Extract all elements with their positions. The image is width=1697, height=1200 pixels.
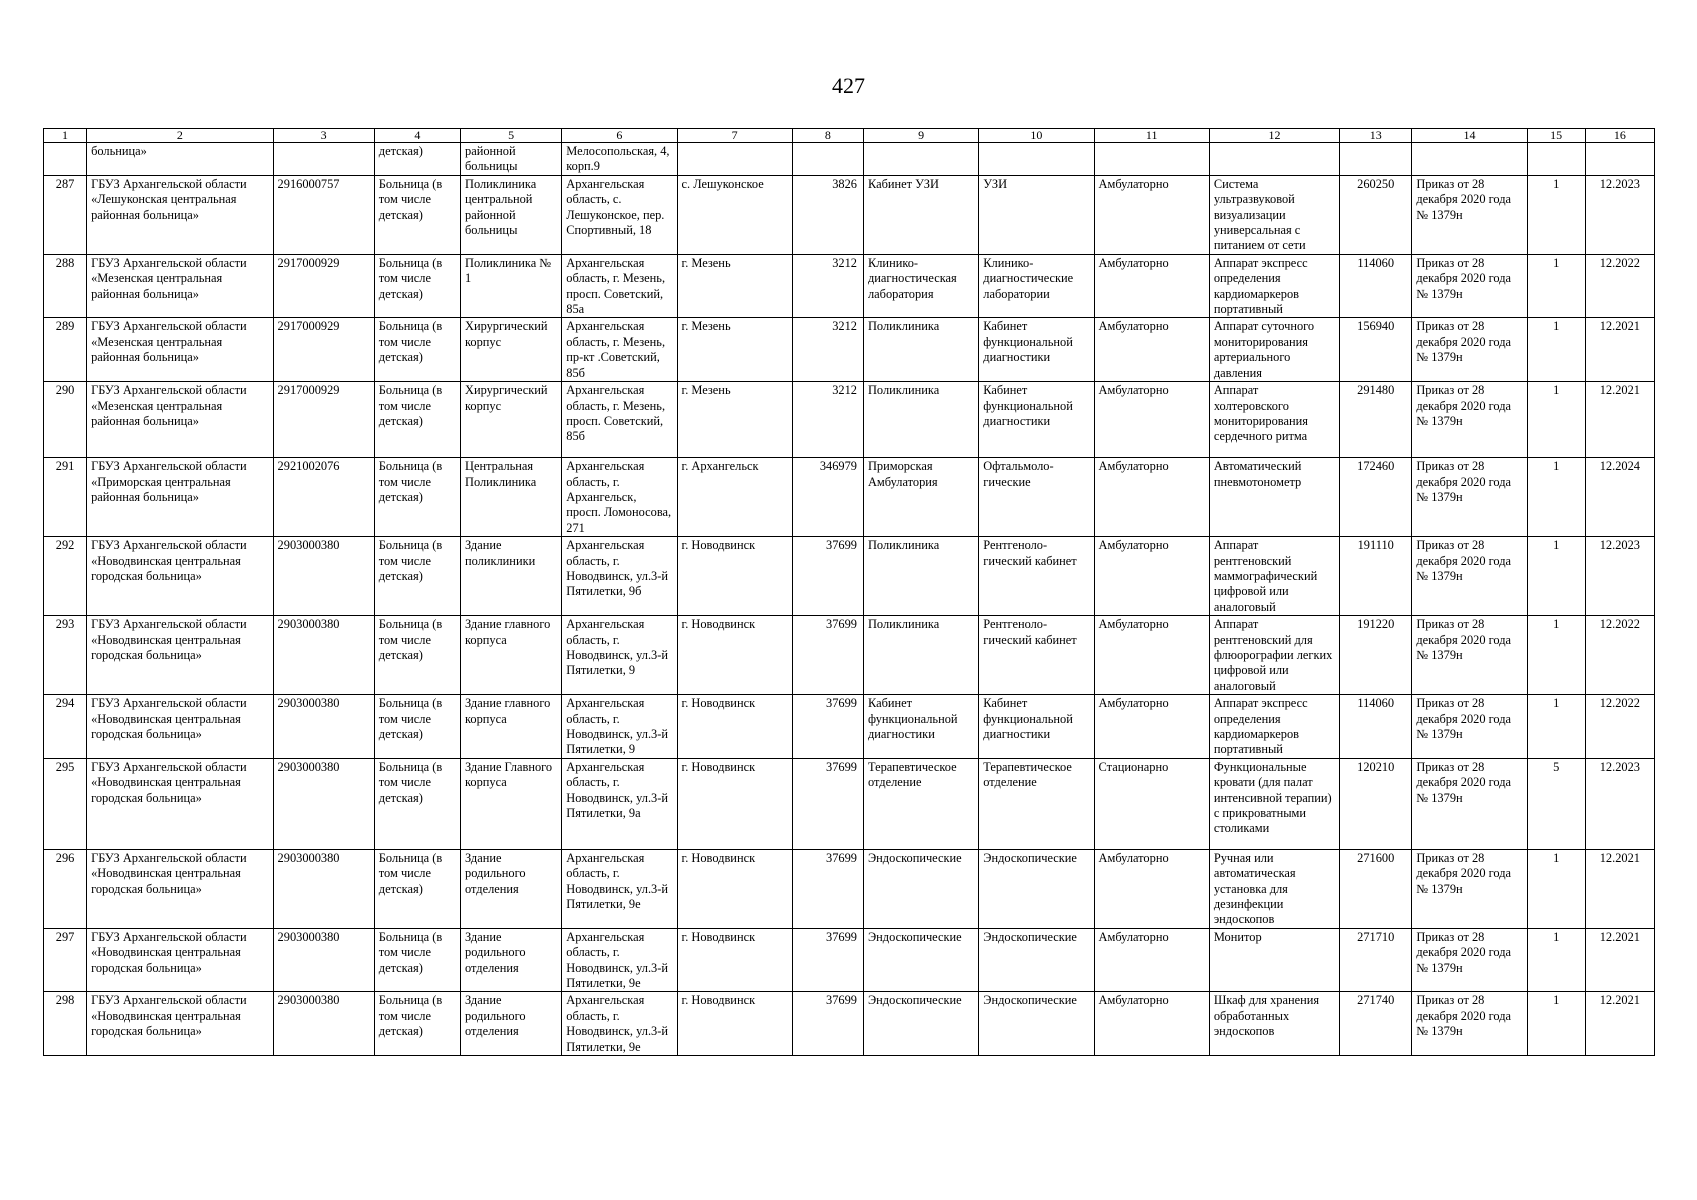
organization-cell: ГБУЗ Архангельской области «Приморская центральная районная больница» [87, 458, 273, 537]
column-number-header: 7 [677, 129, 792, 143]
date-cell [1585, 143, 1654, 176]
equipment-code-cell: 156940 [1340, 318, 1412, 382]
oktmo-cell: 37699 [792, 849, 863, 928]
locality-cell: г. Новодвинск [677, 849, 792, 928]
address-cell: Архангельская область, г. Новодвинск, ул.3-й Пятилетки, 9а [562, 758, 677, 849]
organization-cell: ГБУЗ Архангельской области «Новодвинская центральная городская больница» [87, 758, 273, 849]
profile-cell: Кабинет функциональной диагностики [979, 318, 1094, 382]
row-number-cell: 298 [44, 992, 87, 1056]
page-number: 427 [832, 73, 865, 98]
column-number-header: 13 [1340, 129, 1412, 143]
inn-cell: 2921002076 [273, 458, 374, 537]
building-cell: Поликлиника центральной районной больницы [461, 175, 562, 254]
unit-cell: Кабинет УЗИ [863, 175, 978, 254]
address-cell: Архангельская область, г. Новодвинск, ул.3-й Пятилетки, 9е [562, 992, 677, 1056]
unit-cell: Клинико-диагностическая лаборатория [863, 254, 978, 318]
quantity-cell: 1 [1527, 537, 1585, 616]
row-number-cell: 291 [44, 458, 87, 537]
column-number-header: 10 [979, 129, 1094, 143]
equipment-cell: Аппарат рентгеновский маммографический цифровой или аналоговый [1209, 537, 1339, 616]
organization-cell: ГБУЗ Архангельской области «Новодвинская центральная городская больница» [87, 616, 273, 695]
equipment-code-cell: 291480 [1340, 382, 1412, 458]
care-type-cell: Амбулаторно [1094, 175, 1209, 254]
care-type-cell: Амбулаторно [1094, 616, 1209, 695]
facility-type-cell: Больница (в том числе детская) [374, 992, 460, 1056]
row-number-cell [44, 143, 87, 176]
order-cell: Приказ от 28 декабря 2020 года № 1379н [1412, 458, 1527, 537]
facility-type-cell: Больница (в том числе детская) [374, 616, 460, 695]
oktmo-cell: 37699 [792, 758, 863, 849]
locality-cell: г. Новодвинск [677, 992, 792, 1056]
column-number-header: 3 [273, 129, 374, 143]
equipment-cell [1209, 143, 1339, 176]
column-number-header: 12 [1209, 129, 1339, 143]
table-row [44, 318, 1655, 382]
table-row [44, 992, 1655, 1056]
locality-cell: г. Новодвинск [677, 616, 792, 695]
equipment-code-cell: 172460 [1340, 458, 1412, 537]
profile-cell: Кабинет функциональной диагностики [979, 382, 1094, 458]
facility-type-cell: Больница (в том числе детская) [374, 175, 460, 254]
address-cell: Архангельская область, г. Мезень, пр-кт .Советский, 85б [562, 318, 677, 382]
organization-cell: ГБУЗ Архангельской области «Мезенская центральная районная больница» [87, 254, 273, 318]
inn-cell: 2917000929 [273, 382, 374, 458]
address-cell: Архангельская область, с. Лешуконское, пер. Спортивный, 18 [562, 175, 677, 254]
equipment-cell: Автоматический пневмотонометр [1209, 458, 1339, 537]
equipment-cell: Функциональные кровати (для палат интенсивной терапии) с прикроватными столиками [1209, 758, 1339, 849]
equipment-cell: Аппарат суточного мониторирования артериального давления [1209, 318, 1339, 382]
care-type-cell: Амбулаторно [1094, 928, 1209, 992]
quantity-cell: 1 [1527, 992, 1585, 1056]
row-number-cell: 292 [44, 537, 87, 616]
facility-type-cell: Больница (в том числе детская) [374, 928, 460, 992]
equipment-cell: Система ультразвуковой визуализации универсальная с питанием от сети [1209, 175, 1339, 254]
order-cell: Приказ от 28 декабря 2020 года № 1379н [1412, 537, 1527, 616]
care-type-cell: Амбулаторно [1094, 458, 1209, 537]
building-cell: Здание родильного отделения [461, 928, 562, 992]
column-number-header: 8 [792, 129, 863, 143]
equipment-code-cell: 260250 [1340, 175, 1412, 254]
profile-cell: Рентгеноло-гический кабинет [979, 537, 1094, 616]
care-type-cell: Амбулаторно [1094, 382, 1209, 458]
column-number-header: 5 [461, 129, 562, 143]
building-cell: Здание главного корпуса [461, 616, 562, 695]
row-number-cell: 296 [44, 849, 87, 928]
column-number-row [44, 129, 1655, 143]
equipment-code-cell: 191220 [1340, 616, 1412, 695]
order-cell: Приказ от 28 декабря 2020 года № 1379н [1412, 616, 1527, 695]
date-cell: 12.2022 [1585, 254, 1654, 318]
locality-cell: г. Новодвинск [677, 695, 792, 759]
profile-cell: Клинико-диагностические лаборатории [979, 254, 1094, 318]
column-number-header: 9 [863, 129, 978, 143]
oktmo-cell: 346979 [792, 458, 863, 537]
building-cell: Поликлиника № 1 [461, 254, 562, 318]
oktmo-cell: 37699 [792, 992, 863, 1056]
column-number-header: 1 [44, 129, 87, 143]
date-cell: 12.2023 [1585, 175, 1654, 254]
address-cell: Архангельская область, г. Мезень, просп. Советский, 85а [562, 254, 677, 318]
locality-cell: г. Новодвинск [677, 537, 792, 616]
equipment-cell: Аппарат экспресс определения кардиомаркеров портативный [1209, 254, 1339, 318]
table-row [44, 175, 1655, 254]
oktmo-cell: 37699 [792, 695, 863, 759]
quantity-cell: 1 [1527, 175, 1585, 254]
table-row [44, 537, 1655, 616]
building-cell: Центральная Поликлиника [461, 458, 562, 537]
facility-type-cell: Больница (в том числе детская) [374, 458, 460, 537]
inn-cell: 2903000380 [273, 928, 374, 992]
facility-type-cell: Больница (в том числе детская) [374, 849, 460, 928]
care-type-cell: Амбулаторно [1094, 318, 1209, 382]
table-row [44, 382, 1655, 458]
table-row [44, 458, 1655, 537]
equipment-code-cell: 114060 [1340, 695, 1412, 759]
quantity-cell [1527, 143, 1585, 176]
building-cell: Здание поликлиники [461, 537, 562, 616]
table-row [44, 758, 1655, 849]
profile-cell: Эндоскопические [979, 849, 1094, 928]
building-cell: Здание родильного отделения [461, 992, 562, 1056]
table-row [44, 695, 1655, 759]
row-number-cell: 297 [44, 928, 87, 992]
order-cell: Приказ от 28 декабря 2020 года № 1379н [1412, 382, 1527, 458]
oktmo-cell: 3826 [792, 175, 863, 254]
column-number-header: 15 [1527, 129, 1585, 143]
quantity-cell: 1 [1527, 458, 1585, 537]
equipment-cell: Монитор [1209, 928, 1339, 992]
order-cell [1412, 143, 1527, 176]
order-cell: Приказ от 28 декабря 2020 года № 1379н [1412, 758, 1527, 849]
inn-cell: 2917000929 [273, 318, 374, 382]
equipment-code-cell: 271740 [1340, 992, 1412, 1056]
locality-cell [677, 143, 792, 176]
address-cell: Архангельская область, г. Новодвинск, ул.3-й Пятилетки, 9 [562, 616, 677, 695]
table-row [44, 254, 1655, 318]
address-cell: Архангельская область, г. Архангельск, просп. Ломоносова, 271 [562, 458, 677, 537]
address-cell: Архангельская область, г. Мезень, просп. Советский, 85б [562, 382, 677, 458]
profile-cell: Офтальмоло-гические [979, 458, 1094, 537]
date-cell: 12.2022 [1585, 616, 1654, 695]
profile-cell: Рентгеноло-гический кабинет [979, 616, 1094, 695]
oktmo-cell: 3212 [792, 254, 863, 318]
unit-cell: Поликлиника [863, 537, 978, 616]
locality-cell: г. Мезень [677, 382, 792, 458]
row-number-cell: 295 [44, 758, 87, 849]
equipment-code-cell: 271710 [1340, 928, 1412, 992]
date-cell: 12.2021 [1585, 382, 1654, 458]
order-cell: Приказ от 28 декабря 2020 года № 1379н [1412, 318, 1527, 382]
row-number-cell: 294 [44, 695, 87, 759]
profile-cell: УЗИ [979, 175, 1094, 254]
order-cell: Приказ от 28 декабря 2020 года № 1379н [1412, 695, 1527, 759]
care-type-cell: Амбулаторно [1094, 992, 1209, 1056]
facility-type-cell: Больница (в том числе детская) [374, 695, 460, 759]
unit-cell: Терапевтическое отделение [863, 758, 978, 849]
care-type-cell: Стационарно [1094, 758, 1209, 849]
unit-cell: Эндоскопические [863, 849, 978, 928]
organization-cell: ГБУЗ Архангельской области «Новодвинская центральная городская больница» [87, 537, 273, 616]
row-number-cell: 287 [44, 175, 87, 254]
inn-cell: 2916000757 [273, 175, 374, 254]
locality-cell: с. Лешуконское [677, 175, 792, 254]
facility-type-cell: Больница (в том числе детская) [374, 318, 460, 382]
locality-cell: г. Мезень [677, 318, 792, 382]
organization-cell: ГБУЗ Архангельской области «Мезенская центральная районная больница» [87, 318, 273, 382]
date-cell: 12.2021 [1585, 992, 1654, 1056]
order-cell: Приказ от 28 декабря 2020 года № 1379н [1412, 928, 1527, 992]
equipment-cell: Ручная или автоматическая установка для дезинфекции эндоскопов [1209, 849, 1339, 928]
row-number-cell: 289 [44, 318, 87, 382]
care-type-cell: Амбулаторно [1094, 695, 1209, 759]
order-cell: Приказ от 28 декабря 2020 года № 1379н [1412, 175, 1527, 254]
organization-cell: ГБУЗ Архангельской области «Лешуконская центральная районная больница» [87, 175, 273, 254]
inn-cell: 2903000380 [273, 758, 374, 849]
order-cell: Приказ от 28 декабря 2020 года № 1379н [1412, 254, 1527, 318]
profile-cell [979, 143, 1094, 176]
quantity-cell: 1 [1527, 849, 1585, 928]
facility-type-cell: Больница (в том числе детская) [374, 758, 460, 849]
unit-cell: Поликлиника [863, 382, 978, 458]
care-type-cell: Амбулаторно [1094, 537, 1209, 616]
oktmo-cell: 37699 [792, 616, 863, 695]
inn-cell: 2903000380 [273, 616, 374, 695]
building-cell: Здание родильного отделения [461, 849, 562, 928]
equipment-table [43, 128, 1655, 1056]
oktmo-cell: 3212 [792, 382, 863, 458]
organization-cell: больница» [87, 143, 273, 176]
equipment-cell: Аппарат рентгеновский для флюорографии легких цифровой или аналоговый [1209, 616, 1339, 695]
equipment-cell: Шкаф для хранения обработанных эндоскопов [1209, 992, 1339, 1056]
date-cell: 12.2023 [1585, 537, 1654, 616]
equipment-code-cell: 120210 [1340, 758, 1412, 849]
address-cell: Архангельская область, г. Новодвинск, ул.3-й Пятилетки, 9е [562, 928, 677, 992]
order-cell: Приказ от 28 декабря 2020 года № 1379н [1412, 849, 1527, 928]
date-cell: 12.2021 [1585, 849, 1654, 928]
facility-type-cell: Больница (в том числе детская) [374, 382, 460, 458]
table-row [44, 928, 1655, 992]
inn-cell [273, 143, 374, 176]
unit-cell: Эндоскопические [863, 928, 978, 992]
locality-cell: г. Новодвинск [677, 928, 792, 992]
equipment-code-cell: 114060 [1340, 254, 1412, 318]
inn-cell: 2903000380 [273, 849, 374, 928]
care-type-cell [1094, 143, 1209, 176]
facility-type-cell: детская) [374, 143, 460, 176]
unit-cell: Поликлиника [863, 318, 978, 382]
locality-cell: г. Архангельск [677, 458, 792, 537]
address-cell: Архангельская область, г. Новодвинск, ул.3-й Пятилетки, 9 [562, 695, 677, 759]
facility-type-cell: Больница (в том числе детская) [374, 537, 460, 616]
care-type-cell: Амбулаторно [1094, 254, 1209, 318]
table-row [44, 616, 1655, 695]
address-cell: Архангельская область, г. Новодвинск, ул.3-й Пятилетки, 9б [562, 537, 677, 616]
building-cell: Здание Главного корпуса [461, 758, 562, 849]
unit-cell [863, 143, 978, 176]
row-number-cell: 288 [44, 254, 87, 318]
oktmo-cell: 37699 [792, 928, 863, 992]
oktmo-cell [792, 143, 863, 176]
building-cell: Хирургический корпус [461, 318, 562, 382]
column-number-header: 11 [1094, 129, 1209, 143]
inn-cell: 2903000380 [273, 537, 374, 616]
equipment-code-cell [1340, 143, 1412, 176]
unit-cell: Поликлиника [863, 616, 978, 695]
organization-cell: ГБУЗ Архангельской области «Новодвинская центральная городская больница» [87, 849, 273, 928]
order-cell: Приказ от 28 декабря 2020 года № 1379н [1412, 992, 1527, 1056]
unit-cell: Кабинет функциональной диагностики [863, 695, 978, 759]
column-number-header: 4 [374, 129, 460, 143]
inn-cell: 2903000380 [273, 992, 374, 1056]
quantity-cell: 5 [1527, 758, 1585, 849]
building-cell: Хирургический корпус [461, 382, 562, 458]
quantity-cell: 1 [1527, 318, 1585, 382]
equipment-cell: Аппарат холтеровского мониторирования сердечного ритма [1209, 382, 1339, 458]
date-cell: 12.2022 [1585, 695, 1654, 759]
locality-cell: г. Мезень [677, 254, 792, 318]
row-number-cell: 293 [44, 616, 87, 695]
oktmo-cell: 37699 [792, 537, 863, 616]
profile-cell: Терапевтическое отделение [979, 758, 1094, 849]
care-type-cell: Амбулаторно [1094, 849, 1209, 928]
column-number-header: 14 [1412, 129, 1527, 143]
equipment-code-cell: 271600 [1340, 849, 1412, 928]
unit-cell: Приморская Амбулатория [863, 458, 978, 537]
date-cell: 12.2021 [1585, 318, 1654, 382]
locality-cell: г. Новодвинск [677, 758, 792, 849]
inn-cell: 2903000380 [273, 695, 374, 759]
date-cell: 12.2021 [1585, 928, 1654, 992]
quantity-cell: 1 [1527, 254, 1585, 318]
equipment-code-cell: 191110 [1340, 537, 1412, 616]
column-number-header: 16 [1585, 129, 1654, 143]
organization-cell: ГБУЗ Архангельской области «Новодвинская центральная городская больница» [87, 695, 273, 759]
address-cell: Архангельская область, г. Новодвинск, ул.3-й Пятилетки, 9е [562, 849, 677, 928]
profile-cell: Эндоскопические [979, 992, 1094, 1056]
building-cell: районной больницы [461, 143, 562, 176]
table-row [44, 849, 1655, 928]
date-cell: 12.2023 [1585, 758, 1654, 849]
column-number-header: 2 [87, 129, 273, 143]
inn-cell: 2917000929 [273, 254, 374, 318]
quantity-cell: 1 [1527, 928, 1585, 992]
organization-cell: ГБУЗ Архангельской области «Новодвинская центральная городская больница» [87, 928, 273, 992]
unit-cell: Эндоскопические [863, 992, 978, 1056]
column-number-header: 6 [562, 129, 677, 143]
profile-cell: Кабинет функциональной диагностики [979, 695, 1094, 759]
facility-type-cell: Больница (в том числе детская) [374, 254, 460, 318]
row-number-cell: 290 [44, 382, 87, 458]
date-cell: 12.2024 [1585, 458, 1654, 537]
profile-cell: Эндоскопические [979, 928, 1094, 992]
organization-cell: ГБУЗ Архангельской области «Новодвинская центральная городская больница» [87, 992, 273, 1056]
oktmo-cell: 3212 [792, 318, 863, 382]
table-row [44, 143, 1655, 176]
quantity-cell: 1 [1527, 616, 1585, 695]
quantity-cell: 1 [1527, 695, 1585, 759]
organization-cell: ГБУЗ Архангельской области «Мезенская центральная районная больница» [87, 382, 273, 458]
address-cell: Мелосопольская, 4, корп.9 [562, 143, 677, 176]
building-cell: Здание главного корпуса [461, 695, 562, 759]
quantity-cell: 1 [1527, 382, 1585, 458]
equipment-cell: Аппарат экспресс определения кардиомаркеров портативный [1209, 695, 1339, 759]
